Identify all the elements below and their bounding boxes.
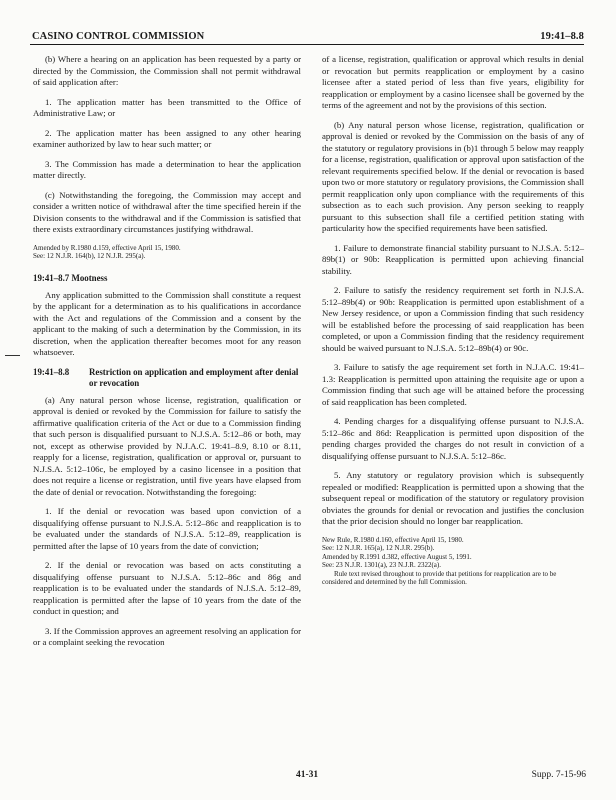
paragraph-b: (b) Any natural person whose license, registration, qualification or approval is denied or revoked by the Commission on the basis of any of the statutory or regulatory provisions in (b)1 through 5 below may reapply for a license, registration, qualification or approval upon satisfaction of the relevant requirements specified below. If the denial or revocation is based upon two or more statutory or regulatory provisions, the Commission shall permit reapplication only upon compliance with the requirements of this subsection as to each such provision. Any person seeking to reapply pursuant to this subsection shall file a certified petition stating with particularity how the specified requirements have been satisfied.	[322, 119, 584, 233]
section-number: 19:41–8.8	[33, 366, 70, 377]
paragraph-a: (a) Any natural person whose license, registration, qualification or approval is denied or revoked by the Commission for failure to satisfy the affirmative qualification criteria of the Act or due to a Commission finding that such person is disqualified pursuant to N.J.S.A. 5:12–86 or both, may not, except as otherwise provided by N.J.A.C. 19:41–8.9, 8.10 or 8.11, reapply for a license, registration, qualification or approval or, pursuant to N.J.S.A. 5:12–106c, be employed by a casino licensee in a position that does not require a license or registration, until five years have elapsed from the date of denial or revocation. Notwithstanding the foregoing:	[33, 394, 301, 497]
source-note-line: Rule text revised throughout to provide that petitions for reapplication are to be considered and determined by the full Commission.	[322, 569, 557, 586]
source-note-line: See: 12 N.J.R. 165(a), 12 N.J.R. 295(b).	[322, 544, 435, 552]
paragraph-b3: 3. Failure to satisfy the age requirement set forth in N.J.A.C. 19:41–1.3: Reapplication is permitted upon attaining the requisite age or upon a Commission finding that such age will be attained before the processing of said reapplication has been completed.	[322, 362, 584, 407]
source-note	[322, 536, 584, 587]
header-title: CASINO CONTROL COMMISSION	[32, 31, 205, 42]
paragraph-b5: 5. Any statutory or regulatory provision which is subsequently repealed or modified: Reapplication is permitted upon a showing that the subsequent repeal or modification of the statutory or regulatory provision obviates the grounds for denial or revocation and justifies the conclusion that the prior decision should no longer bar reapplication.	[322, 470, 584, 526]
paragraph-b2: 2. The application matter has been assigned to any other hearing examiner authorized by law to hear such matter; or	[33, 127, 301, 149]
paragraph-b2: 2. Failure to satisfy the residency requirement set forth in N.J.S.A. 5:12–89b(4) or 90b: Reapplication is permitted upon establishment of a New Jersey residence, or upon a Commission finding that such residency will be established before the processing of said reapplication has been completed, or upon a Commission finding that the residency requirement should be waived pursuant to N.J.S.A. 5:12–89b(4) or 90c.	[322, 285, 584, 353]
paragraph-a2: 2. If the denial or revocation was based on acts constituting a disqualifying offense pursuant to N.J.S.A. 5:12–86c and 86g and reapplication is to be evaluated under the standards of N.J.S.A. 5:12–89, reapplication is permitted after the lapse of 10 years from the date of the conduct in question; and	[33, 560, 301, 616]
section-title: Restriction on application and employment after denial or revocation	[89, 366, 299, 388]
paragraph-b4: 4. Pending charges for a disqualifying offense pursuant to N.J.S.A. 5:12–86c and 86d: Reapplication is permitted upon disposition of the pending charges provided the charges do not result in conviction of a disqualifying offense pursuant to N.J.S.A. 5:12–86c.	[322, 416, 584, 461]
source-note	[33, 244, 301, 261]
source-note-line: Amended by R.1991 d.382, effective August 5, 1991.	[322, 552, 472, 561]
section-heading-mootness: 19:41–8.7 Mootness	[33, 272, 108, 283]
paragraph-b1: 1. Failure to demonstrate financial stability pursuant to N.J.S.A. 5:12–89b(1) or 90b: Reapplication is permitted upon achieving financial stability.	[322, 242, 584, 276]
source-note-line: See: 12 N.J.R. 164(b), 12 N.J.R. 295(a).	[33, 252, 146, 260]
supplement-date: Supp. 7-15-96	[531, 770, 586, 780]
source-note-line: New Rule, R.1980 d.160, effective April 15, 1980.	[322, 535, 464, 544]
source-note-line: Amended by R.1980 d.159, effective April 15, 1980.	[33, 243, 181, 252]
paragraph-b: (b) Where a hearing on an application has been requested by a party or directed by the Commission, the Commission shall not permit withdrawal of said application after:	[33, 54, 301, 87]
section-text-mootness: Any application submitted to the Commission shall constitute a request by the applicant for a determination as to his qualifications in accordance with the Act and regulations of the Commission and a consent by the applicant to the making of such a determination by the Commission, in its discretion, when the application thereafter becomes moot for any reason whatsoever.	[33, 289, 301, 357]
paragraph-a3-continued: of a license, registration, qualification or approval which results in denial or revocation but permits reapplication or employment by a casino licensee after a stated period of less than five years, eligibility for reapplication or employment by a casino licensee shall be governed by the terms of the agreement and not by the provisions of this section.	[322, 54, 584, 110]
running-header	[30, 28, 584, 45]
section-heading-restriction	[33, 367, 301, 389]
page-number: 41-31	[296, 770, 319, 780]
paragraph-b3: 3. The Commission has made a determination to hear the application matter directly.	[33, 158, 301, 180]
margin-mark	[5, 355, 20, 356]
right-column	[322, 54, 584, 599]
header-section-number: 19:41–8.8	[540, 31, 584, 42]
source-note-line: See: 23 N.J.R. 1301(a), 23 N.J.R. 2322(a).	[322, 561, 441, 569]
left-column	[33, 54, 301, 657]
paragraph-a1: 1. If the denial or revocation was based upon conviction of a disqualifying offense pursuant to N.J.S.A. 5:12–86c and reapplication is to be evaluated under the standards of N.J.S.A. 5:12–89, reapplication is permitted after the lapse of 10 years from the date of conviction;	[33, 506, 301, 551]
paragraph-b1: 1. The application matter has been transmitted to the Office of Administrative Law; or	[33, 96, 301, 118]
paragraph-c: (c) Notwithstanding the foregoing, the Commission may accept and consider a written notice of withdrawal after the time specified herein if the Division consents to the withdrawal and if the Commission is satisfied that there exists extraordinary circumstances justifying withdrawal.	[33, 189, 301, 234]
paragraph-a3: 3. If the Commission approves an agreement resolving an application for or a complaint seeking the revocation	[33, 625, 301, 647]
